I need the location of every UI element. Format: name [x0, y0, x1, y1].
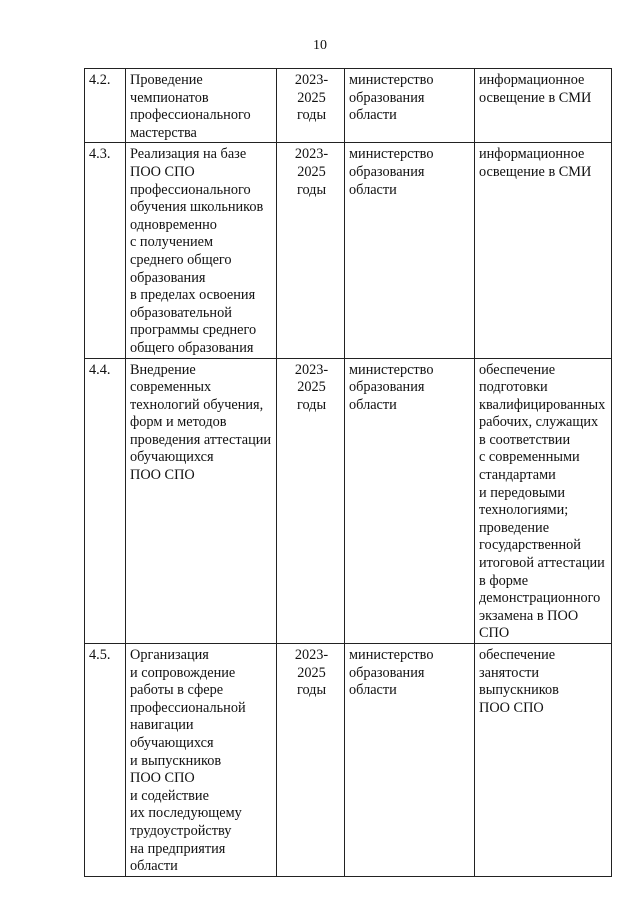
expected-result: информационное освещение в СМИ	[479, 146, 592, 180]
item-number-cell	[85, 69, 126, 143]
measure-name-cell	[126, 143, 277, 358]
expected-result: информационное освещение в СМИ	[479, 72, 592, 106]
table-row	[85, 644, 612, 877]
table-row	[85, 358, 612, 644]
measures-table	[84, 68, 612, 877]
years: 2023- 2025 годы	[294, 647, 329, 699]
result-cell	[475, 644, 612, 877]
table-row	[85, 143, 612, 358]
years-cell	[277, 143, 345, 358]
measure-name-cell	[126, 69, 277, 143]
item-number-cell	[85, 143, 126, 358]
result-cell	[475, 69, 612, 143]
measure-name: Организация и сопровождение работы в сфере профессиональной навигации обучающихся и выпускников ПОО СПО и содействие их последующему трудоустройству на предприятия области	[130, 647, 246, 875]
years-cell	[277, 644, 345, 877]
years-cell	[277, 69, 345, 143]
responsible: министерство образования области	[349, 647, 434, 699]
result-cell	[475, 358, 612, 644]
responsible-cell	[345, 143, 475, 358]
item-number-cell	[85, 358, 126, 644]
years-cell	[277, 358, 345, 644]
item-number-cell	[85, 644, 126, 877]
measure-name: Внедрение современных технологий обучения, форм и методов проведения аттестации обучающихся ПОО СПО	[130, 361, 272, 484]
expected-result: обеспечение подготовки квалифицированных рабочих, служащих в соответствии с современными стандартами и передовыми технологиями; проведение государственной итоговой аттестации в форме демонстрационного экзамена в ПОО СПО	[479, 361, 606, 642]
page-number: 10	[313, 38, 327, 53]
responsible: министерство образования области	[349, 146, 434, 198]
responsible: министерство образования области	[349, 72, 434, 124]
item-number: 4.3.	[89, 146, 111, 163]
result-cell	[475, 143, 612, 358]
responsible-cell	[345, 644, 475, 877]
measure-name: Реализация на базе ПОО СПО профессионального обучения школьников одновременно с получением среднего общего образования в пределах освоения образовательной программы среднего общего образования	[130, 146, 264, 356]
years: 2023- 2025 годы	[294, 72, 329, 124]
measure-name-cell	[126, 358, 277, 644]
item-number: 4.5.	[89, 647, 111, 663]
responsible-cell	[345, 358, 475, 644]
responsible-cell	[345, 69, 475, 143]
years: 2023- 2025 годы	[294, 146, 329, 198]
table-row	[85, 69, 612, 143]
years: 2023- 2025 годы	[294, 361, 329, 413]
item-number: 4.4.	[89, 361, 111, 378]
item-number: 4.2.	[89, 72, 111, 88]
measure-name: Проведение чемпионатов профессионального мастерства	[130, 72, 251, 141]
expected-result: обеспечение занятости выпускников ПОО СПО	[479, 647, 559, 716]
measure-name-cell	[126, 644, 277, 877]
responsible: министерство образования области	[349, 361, 434, 413]
